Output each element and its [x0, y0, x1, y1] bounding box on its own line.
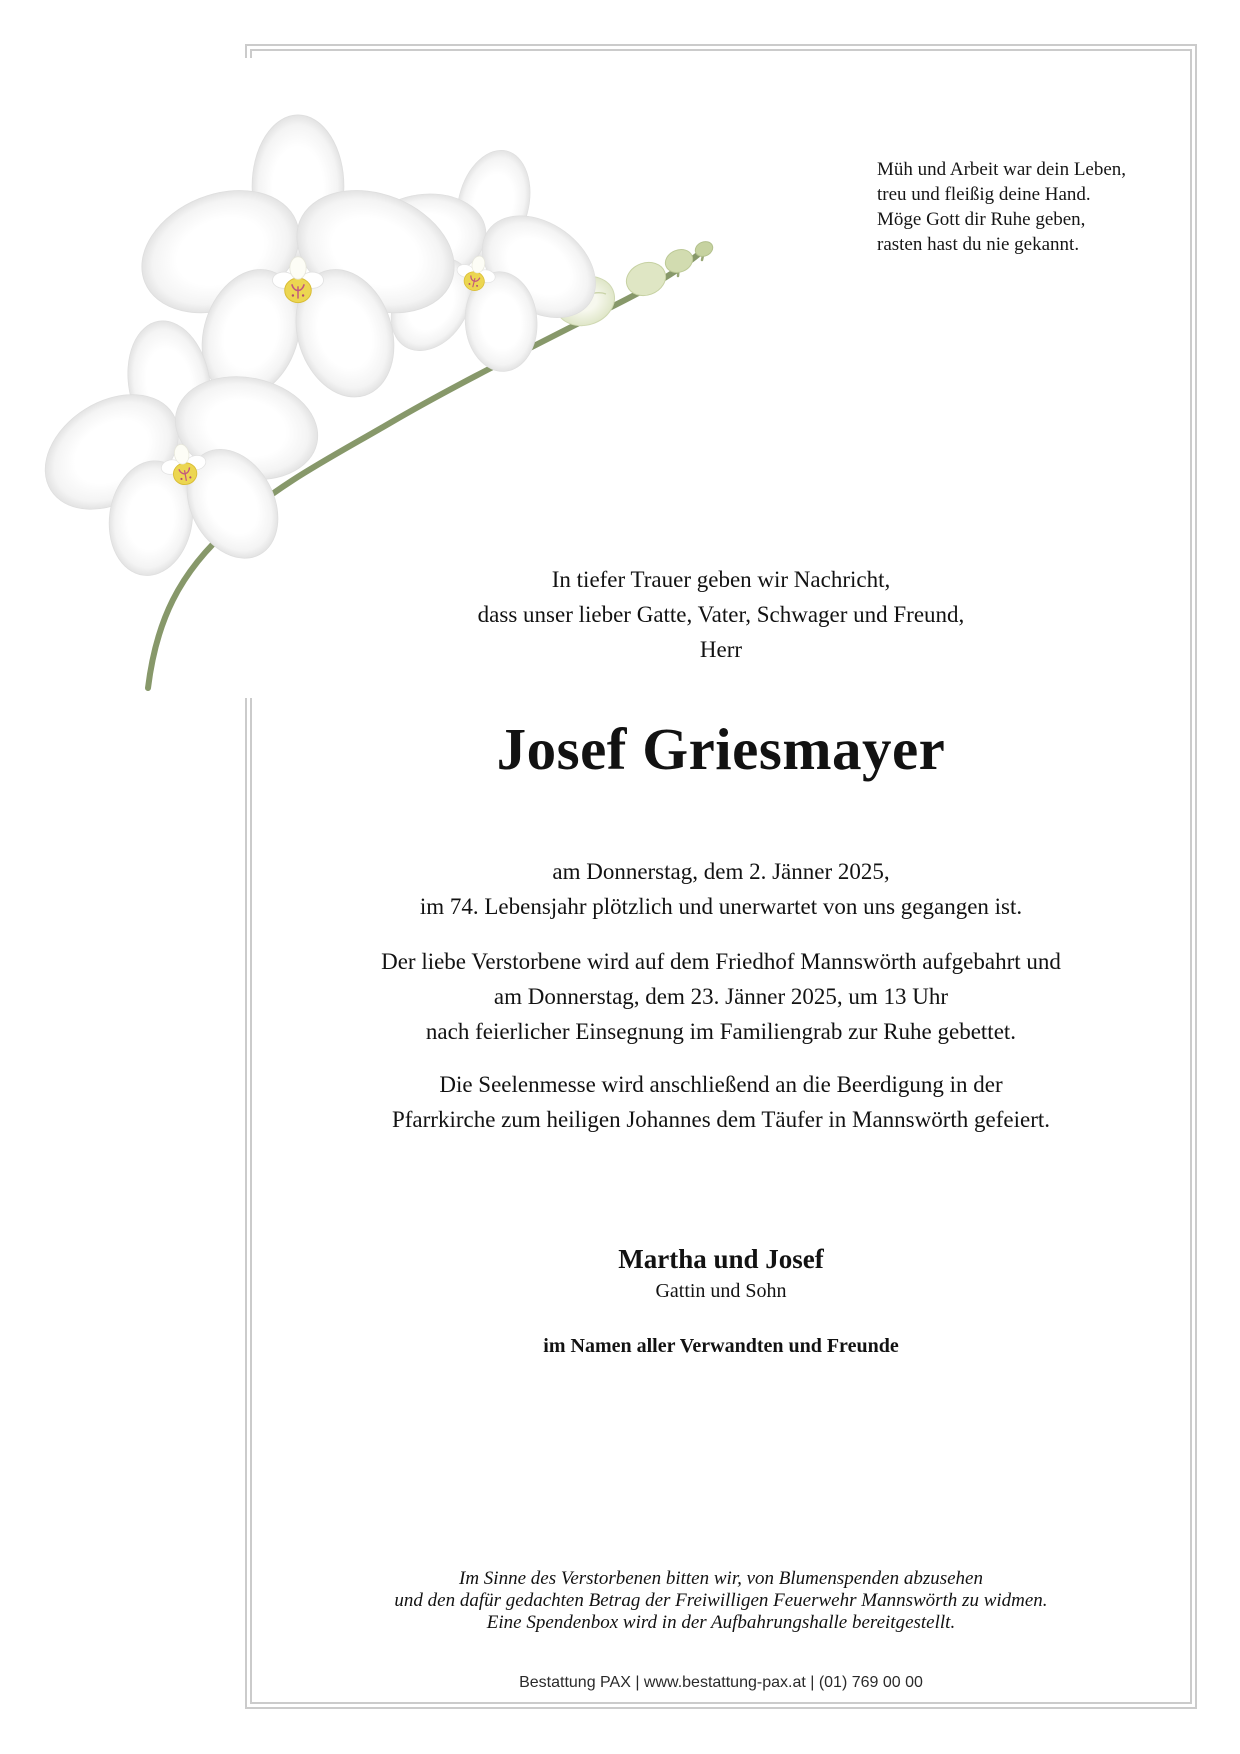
death-notice-line: im 74. Lebensjahr plötzlich und unerwartet von uns gegangen ist.: [419, 894, 1023, 919]
death-notice-line: am Donnerstag, dem 2. Jänner 2025,: [552, 859, 890, 884]
intro-line: dass unser lieber Gatte, Vater, Schwager und Freund,: [477, 602, 965, 627]
intro-line: In tiefer Trauer geben wir Nachricht,: [551, 567, 891, 592]
mourner-relation: Gattin und Sohn: [655, 1280, 787, 1302]
mass-line: Pfarrkirche zum heiligen Johannes dem Täufer in Mannswörth gefeiert.: [391, 1107, 1051, 1132]
donation-line: Im Sinne des Verstorbenen bitten wir, von Blumenspenden abzusehen: [459, 1568, 983, 1589]
funeral-line: Der liebe Verstorbene wird auf dem Friedhof Mannswörth aufgebahrt und: [381, 949, 1061, 974]
poem-line: rasten hast du nie gekannt.: [877, 234, 1080, 255]
memorial-poem: [877, 157, 1126, 257]
donation-line: und den dafür gedachten Betrag der Freiwilligen Feuerwehr Mannswörth zu widmen.: [394, 1590, 1048, 1611]
funeral-home-footer: Bestattung PAX | www.bestattung-pax.at | (01) 769 00 00: [519, 1674, 923, 1691]
announcement-intro: [245, 562, 1197, 667]
death-notice: [245, 854, 1197, 924]
mass-line: Die Seelenmesse wird anschließend an die Beerdigung in der: [439, 1072, 1003, 1097]
deceased-name: Josef Griesmayer: [496, 716, 946, 782]
on-behalf-line: im Namen aller Verwandten und Freunde: [543, 1335, 899, 1357]
poem-line: Müh und Arbeit war dein Leben,: [877, 159, 1127, 180]
funeral-details: [245, 944, 1197, 1049]
funeral-line: am Donnerstag, dem 23. Jänner 2025, um 13 Uhr: [493, 984, 949, 1009]
mass-details: [245, 1067, 1197, 1137]
donation-note: [245, 1568, 1197, 1634]
funeral-line: nach feierlicher Einsegnung im Familiengrab zur Ruhe gebettet.: [425, 1019, 1017, 1044]
intro-line: Herr: [699, 637, 743, 662]
donation-line: Eine Spendenbox wird in der Aufbahrungshalle bereitgestellt.: [486, 1612, 956, 1633]
poem-line: treu und fleißig deine Hand.: [877, 184, 1091, 205]
poem-line: Möge Gott dir Ruhe geben,: [877, 209, 1086, 230]
mourner-names: Martha und Josef: [618, 1244, 824, 1274]
